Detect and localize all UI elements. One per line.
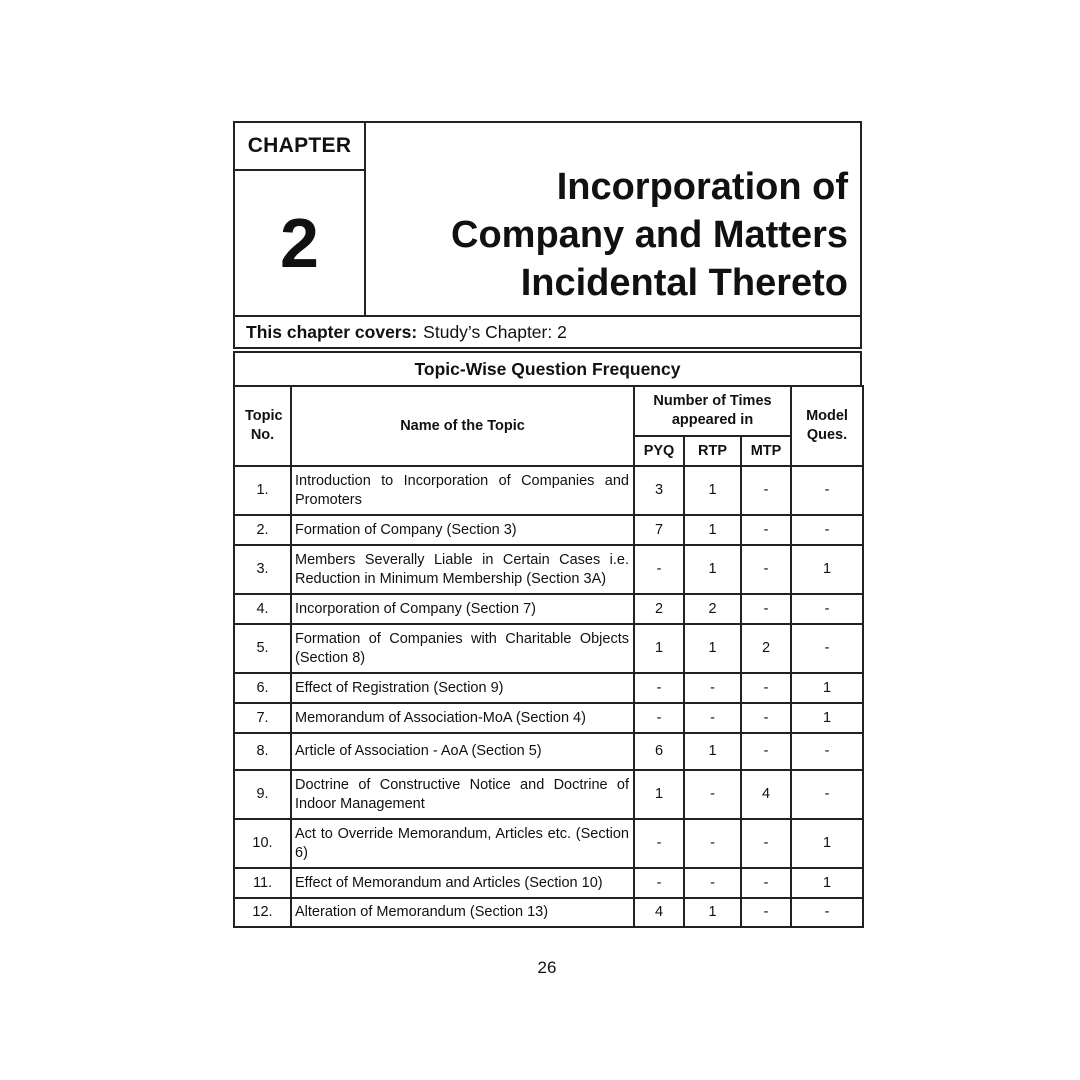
pyq-cell: - <box>634 673 684 703</box>
table-row <box>234 594 863 624</box>
chapter-title <box>366 123 860 315</box>
pyq-cell: 7 <box>634 515 684 545</box>
chapter-label: CHAPTER <box>235 123 364 171</box>
mtp-cell: - <box>741 733 791 770</box>
topic-no-cell: 8. <box>234 733 291 770</box>
rtp-cell: 2 <box>684 594 741 624</box>
topic-name-cell: Memorandum of Association-MoA (Section 4) <box>291 703 634 733</box>
header-times-group: Number of Times appeared in <box>634 386 791 436</box>
rtp-cell: - <box>684 673 741 703</box>
chapter-label-box <box>235 123 366 315</box>
topic-no-cell: 2. <box>234 515 291 545</box>
chapter-covers <box>233 317 862 349</box>
rtp-cell: 1 <box>684 545 741 594</box>
pyq-cell: - <box>634 703 684 733</box>
rtp-cell: 1 <box>684 898 741 927</box>
mtp-cell: - <box>741 466 791 515</box>
mtp-cell: - <box>741 898 791 927</box>
topic-no-cell: 3. <box>234 545 291 594</box>
rtp-cell: 1 <box>684 466 741 515</box>
mtp-cell: 2 <box>741 624 791 673</box>
header-model-ques: Model Ques. <box>791 386 863 466</box>
model-cell: - <box>791 733 863 770</box>
mtp-cell: 4 <box>741 770 791 819</box>
model-cell: 1 <box>791 703 863 733</box>
topic-name-cell: Formation of Companies with Charitable Objects (Section 8) <box>291 624 634 673</box>
topic-name-cell: Members Severally Liable in Certain Cases i.e. Reduction in Minimum Membership (Section 3A) <box>291 545 634 594</box>
topic-name-cell: Alteration of Memorandum (Section 13) <box>291 898 634 927</box>
header-topic-name: Name of the Topic <box>291 386 634 466</box>
topic-no-cell: 5. <box>234 624 291 673</box>
topic-name-cell: Doctrine of Constructive Notice and Doctrine of Indoor Management <box>291 770 634 819</box>
mtp-cell: - <box>741 515 791 545</box>
topic-no-cell: 7. <box>234 703 291 733</box>
chapter-title-line: Incorporation of <box>556 166 848 208</box>
chapter-title-line: Incidental Thereto <box>520 262 848 304</box>
rtp-cell: 1 <box>684 733 741 770</box>
pyq-cell: - <box>634 868 684 898</box>
frequency-table <box>233 385 864 928</box>
page-number: 26 <box>537 958 557 977</box>
table-row <box>234 673 863 703</box>
topic-no-cell: 4. <box>234 594 291 624</box>
model-cell: 1 <box>791 545 863 594</box>
table-row <box>234 770 863 819</box>
chapter-header <box>233 121 862 317</box>
rtp-cell: - <box>684 770 741 819</box>
pyq-cell: 3 <box>634 466 684 515</box>
topic-no-cell: 12. <box>234 898 291 927</box>
model-cell: - <box>791 594 863 624</box>
model-cell: - <box>791 898 863 927</box>
topic-no-cell: 9. <box>234 770 291 819</box>
model-cell: - <box>791 624 863 673</box>
mtp-cell: - <box>741 819 791 868</box>
pyq-cell: 1 <box>634 624 684 673</box>
table-row <box>234 515 863 545</box>
model-cell: 1 <box>791 819 863 868</box>
model-cell: 1 <box>791 868 863 898</box>
covers-label: This chapter covers: <box>246 321 418 342</box>
table-row <box>234 466 863 515</box>
topic-no-cell: 10. <box>234 819 291 868</box>
topic-name-cell: Act to Override Memorandum, Articles etc. (Section 6) <box>291 819 634 868</box>
table-row <box>234 868 863 898</box>
header-mtp: MTP <box>741 436 791 466</box>
mtp-cell: - <box>741 594 791 624</box>
topic-name-cell: Introduction to Incorporation of Companies and Promoters <box>291 466 634 515</box>
frequency-table-title: Topic-Wise Question Frequency <box>233 351 862 385</box>
header-rtp: RTP <box>684 436 741 466</box>
table-row <box>234 545 863 594</box>
pyq-cell: - <box>634 819 684 868</box>
rtp-cell: - <box>684 868 741 898</box>
topic-name-cell: Formation of Company (Section 3) <box>291 515 634 545</box>
topic-no-cell: 6. <box>234 673 291 703</box>
mtp-cell: - <box>741 868 791 898</box>
rtp-cell: - <box>684 703 741 733</box>
chapter-page <box>233 121 862 928</box>
topic-name-cell: Incorporation of Company (Section 7) <box>291 594 634 624</box>
table-row <box>234 703 863 733</box>
rtp-cell: 1 <box>684 515 741 545</box>
table-row <box>234 733 863 770</box>
table-row <box>234 624 863 673</box>
chapter-title-line: Company and Matters <box>451 214 848 256</box>
mtp-cell: - <box>741 545 791 594</box>
pyq-cell: 2 <box>634 594 684 624</box>
pyq-cell: - <box>634 545 684 594</box>
model-cell: - <box>791 466 863 515</box>
model-cell: 1 <box>791 673 863 703</box>
covers-value: Study’s Chapter: 2 <box>423 321 567 342</box>
pyq-cell: 1 <box>634 770 684 819</box>
mtp-cell: - <box>741 703 791 733</box>
topic-no-cell: 1. <box>234 466 291 515</box>
topic-name-cell: Effect of Memorandum and Articles (Section 10) <box>291 868 634 898</box>
topic-name-cell: Article of Association - AoA (Section 5) <box>291 733 634 770</box>
chapter-number: 2 <box>280 204 319 282</box>
topic-no-cell: 11. <box>234 868 291 898</box>
rtp-cell: - <box>684 819 741 868</box>
header-pyq: PYQ <box>634 436 684 466</box>
model-cell: - <box>791 770 863 819</box>
mtp-cell: - <box>741 673 791 703</box>
model-cell: - <box>791 515 863 545</box>
table-row <box>234 819 863 868</box>
header-topic-no: Topic No. <box>234 386 291 466</box>
pyq-cell: 4 <box>634 898 684 927</box>
rtp-cell: 1 <box>684 624 741 673</box>
pyq-cell: 6 <box>634 733 684 770</box>
topic-name-cell: Effect of Registration (Section 9) <box>291 673 634 703</box>
table-row <box>234 898 863 927</box>
